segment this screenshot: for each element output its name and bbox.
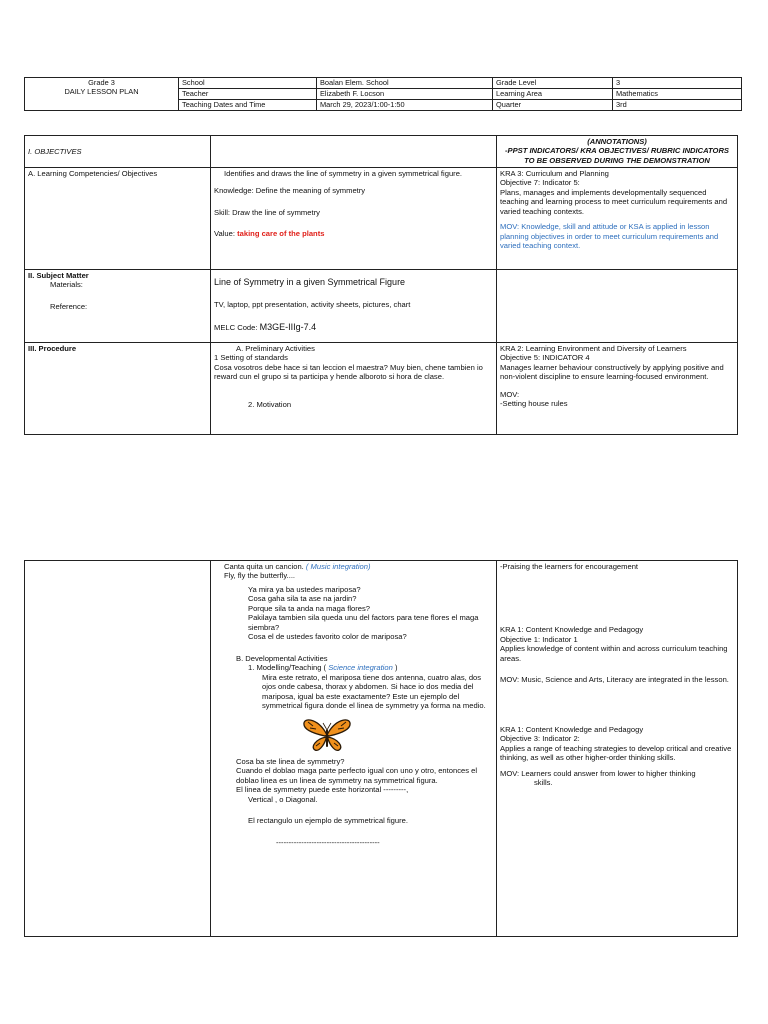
objectives-content — [211, 168, 497, 270]
lesson-table-page1 — [24, 135, 738, 435]
annotations-title: (ANNOTATIONS) — [587, 137, 647, 146]
procedure-heading: III. Procedure — [25, 343, 211, 435]
grade-level-label: Grade Level — [493, 78, 613, 89]
grade-level-value: 3 — [613, 78, 742, 89]
subject-matter-cell — [25, 270, 211, 343]
subject-matter-heading: II. Subject Matter — [28, 271, 89, 280]
learning-area-value: Mathematics — [613, 89, 742, 100]
objective5-text: Objective 5: INDICATOR 4 — [500, 353, 590, 363]
rectangle-example: El rectangulo un ejemplo de symmetrical figure. — [248, 816, 408, 826]
objective3-desc: Applies a range of teaching strategies to develop critical and creative thinking, as well as other higher-order thinking skills. — [500, 743, 732, 763]
objectives-annotation — [497, 168, 738, 270]
page2-annotation — [497, 561, 738, 937]
song-line: Fly, fly the butterfly.... — [224, 571, 296, 581]
quarter-label: Quarter — [493, 100, 613, 111]
motivation-heading: 2. Motivation — [248, 399, 292, 409]
value-label: Value: — [214, 229, 235, 239]
song-intro-line — [214, 562, 493, 571]
question-1: Ya mira ya ba ustedes mariposa? — [248, 584, 361, 594]
grade-cell — [25, 78, 179, 111]
annotations-header — [497, 136, 738, 168]
setting-text: Cosa vosotros debe hace si tan leccion el maestra? Muy bien, chene tambien io reward cun el grupo si ta participa y hende alboroto si hora de clase. — [214, 362, 483, 382]
butterfly-icon — [302, 717, 352, 753]
mov2-text: MOV: Learners could answer from lower to higher thinking — [500, 768, 696, 778]
developmental-heading: B. Developmental Activities — [236, 653, 328, 663]
dates-value: March 29, 2023/1:00-1:50 — [317, 100, 493, 111]
modelling-text: Mira este retrato, el mariposa tiene dos antenna, cuatro alas, dos ojos onde cabesa, thorax y abdomen. Si hace io dos media del mariposa, igual ba este exactamente? Este un ejemplo del symmetrical figura donde el linea de symmetry ya forma na medio. — [262, 672, 486, 711]
symmetry-answer: Cuando el doblao maga parte perfecto igual con uno y otro, entonces el doblao linea es un linea de symmetry na symmetrical figura. — [236, 766, 478, 785]
kra1b-text: KRA 1: Content Knowledge and Pedagogy — [500, 724, 644, 734]
page2-content — [211, 561, 497, 937]
objectives-heading: I. OBJECTIVES — [25, 136, 211, 168]
procedure-mov-text: -Setting house rules — [500, 399, 568, 409]
knowledge-text: Knowledge: Define the meaning of symmetry — [214, 186, 366, 196]
teacher-label: Teacher — [179, 89, 317, 100]
music-integration-tag: ( Music integration) — [305, 562, 371, 571]
melc-line — [214, 322, 493, 333]
kra3-text: KRA 3: Curriculum and Planning — [500, 169, 609, 178]
science-integration-tag: Science integration — [328, 663, 393, 673]
objectives-empty-cell — [211, 136, 497, 168]
symmetry-vertical: Vertical , o Diagonal. — [248, 794, 318, 804]
objective1-text: Objective 1: Indicator 1 — [500, 634, 578, 644]
objective5-desc: Manages learner behaviour constructively by applying positive and non-violent discipline to ensure learning-focused environment. — [500, 362, 724, 382]
objective3-text: Objective 3: Indicator 2: — [500, 734, 580, 744]
procedure-annotation — [497, 343, 738, 435]
grade-label: Grade 3 — [88, 78, 115, 87]
teacher-value: Elizabeth F. Locson — [317, 89, 493, 100]
annotations-subtitle: -PPST INDICATORS/ KRA OBJECTIVES/ RUBRIC INDICATORS TO BE OBSERVED DURING THE DEMONSTRATION — [504, 146, 730, 165]
materials-label: Materials: — [50, 280, 83, 290]
quarter-value: 3rd — [613, 100, 742, 111]
learning-area-label: Learning Area — [493, 89, 613, 100]
preliminary-heading: A. Preliminary Activities — [236, 344, 315, 353]
melc-label: MELC Code: — [214, 322, 258, 332]
mov2b-text: skills. — [534, 778, 553, 788]
symmetry-question: Cosa ba ste linea de symmetry? — [236, 756, 345, 766]
kra2-text: KRA 2: Learning Environment and Diversity of Learners — [500, 344, 687, 353]
modelling-close: ) — [394, 663, 398, 673]
procedure-content — [211, 343, 497, 435]
song-intro: Canta quita un cancion. — [224, 562, 304, 571]
melc-code: M3GE-IIIg-7.4 — [259, 321, 317, 332]
learning-competencies-label: A. Learning Competencies/ Objectives — [25, 168, 211, 270]
question-4: Pakilaya tambien sila queda unu del factors para tene flores el maga siembra? — [248, 613, 479, 632]
subject-matter-annotation — [497, 270, 738, 343]
dates-label: Teaching Dates and Time — [179, 100, 317, 111]
skill-text: Skill: Draw the line of symmetry — [214, 207, 320, 217]
page2-left-cell — [25, 561, 211, 937]
question-3: Porque sila ta anda na maga flores? — [248, 603, 371, 613]
setting-standards: 1 Setting of standards — [214, 353, 288, 363]
dashed-line: ----------------------------------------- — [276, 837, 380, 847]
value-text: taking care of the plants — [237, 229, 325, 239]
objective7-text: Objective 7: Indicator 5: — [500, 178, 580, 188]
school-label: School — [179, 78, 317, 89]
modelling-label: 1. Modelling/Teaching ( — [248, 663, 327, 673]
mov1-text: MOV: Music, Science and Arts, Literacy are integrated in the lesson. — [500, 675, 729, 685]
kra1-text: KRA 1: Content Knowledge and Pedagogy — [500, 625, 644, 635]
lc-text: Identifies and draws the line of symmetry in a given symmetrical figure. — [224, 169, 463, 178]
topic-text: Line of Symmetry in a given Symmetrical Figure — [214, 277, 406, 287]
subject-matter-content — [211, 270, 497, 343]
objectives-mov: MOV: Knowledge, skill and attitude or KSA is applied in lesson planning objectives in order to meet curriculum requirements and varied teaching context. — [500, 222, 719, 251]
question-2: Cosa gaha sila ta ase na jardin? — [248, 594, 357, 604]
plan-label: DAILY LESSON PLAN — [64, 87, 139, 97]
objective7-desc: Plans, manages and implements developmentally sequenced teaching and learning process to meet curriculum requirements and varied teaching contexts. — [500, 187, 728, 216]
modelling-line — [214, 663, 493, 672]
school-value: Boalan Elem. School — [317, 78, 493, 89]
materials-text: TV, laptop, ppt presentation, activity sheets, pictures, chart — [214, 300, 411, 310]
praise-text: -Praising the learners for encouragement — [500, 562, 639, 571]
reference-label: Reference: — [50, 301, 88, 311]
objective1-desc: Applies knowledge of content within and across curriculum teaching areas. — [500, 644, 728, 663]
question-5: Cosa el de ustedes favorito color de mariposa? — [248, 632, 407, 642]
header-table — [24, 77, 742, 111]
symmetry-types: El linea de symmetry puede este horizontal ---------, — [236, 785, 409, 795]
procedure-mov-label: MOV: — [500, 389, 520, 399]
value-line — [214, 229, 493, 238]
lesson-table-page2 — [24, 560, 738, 937]
